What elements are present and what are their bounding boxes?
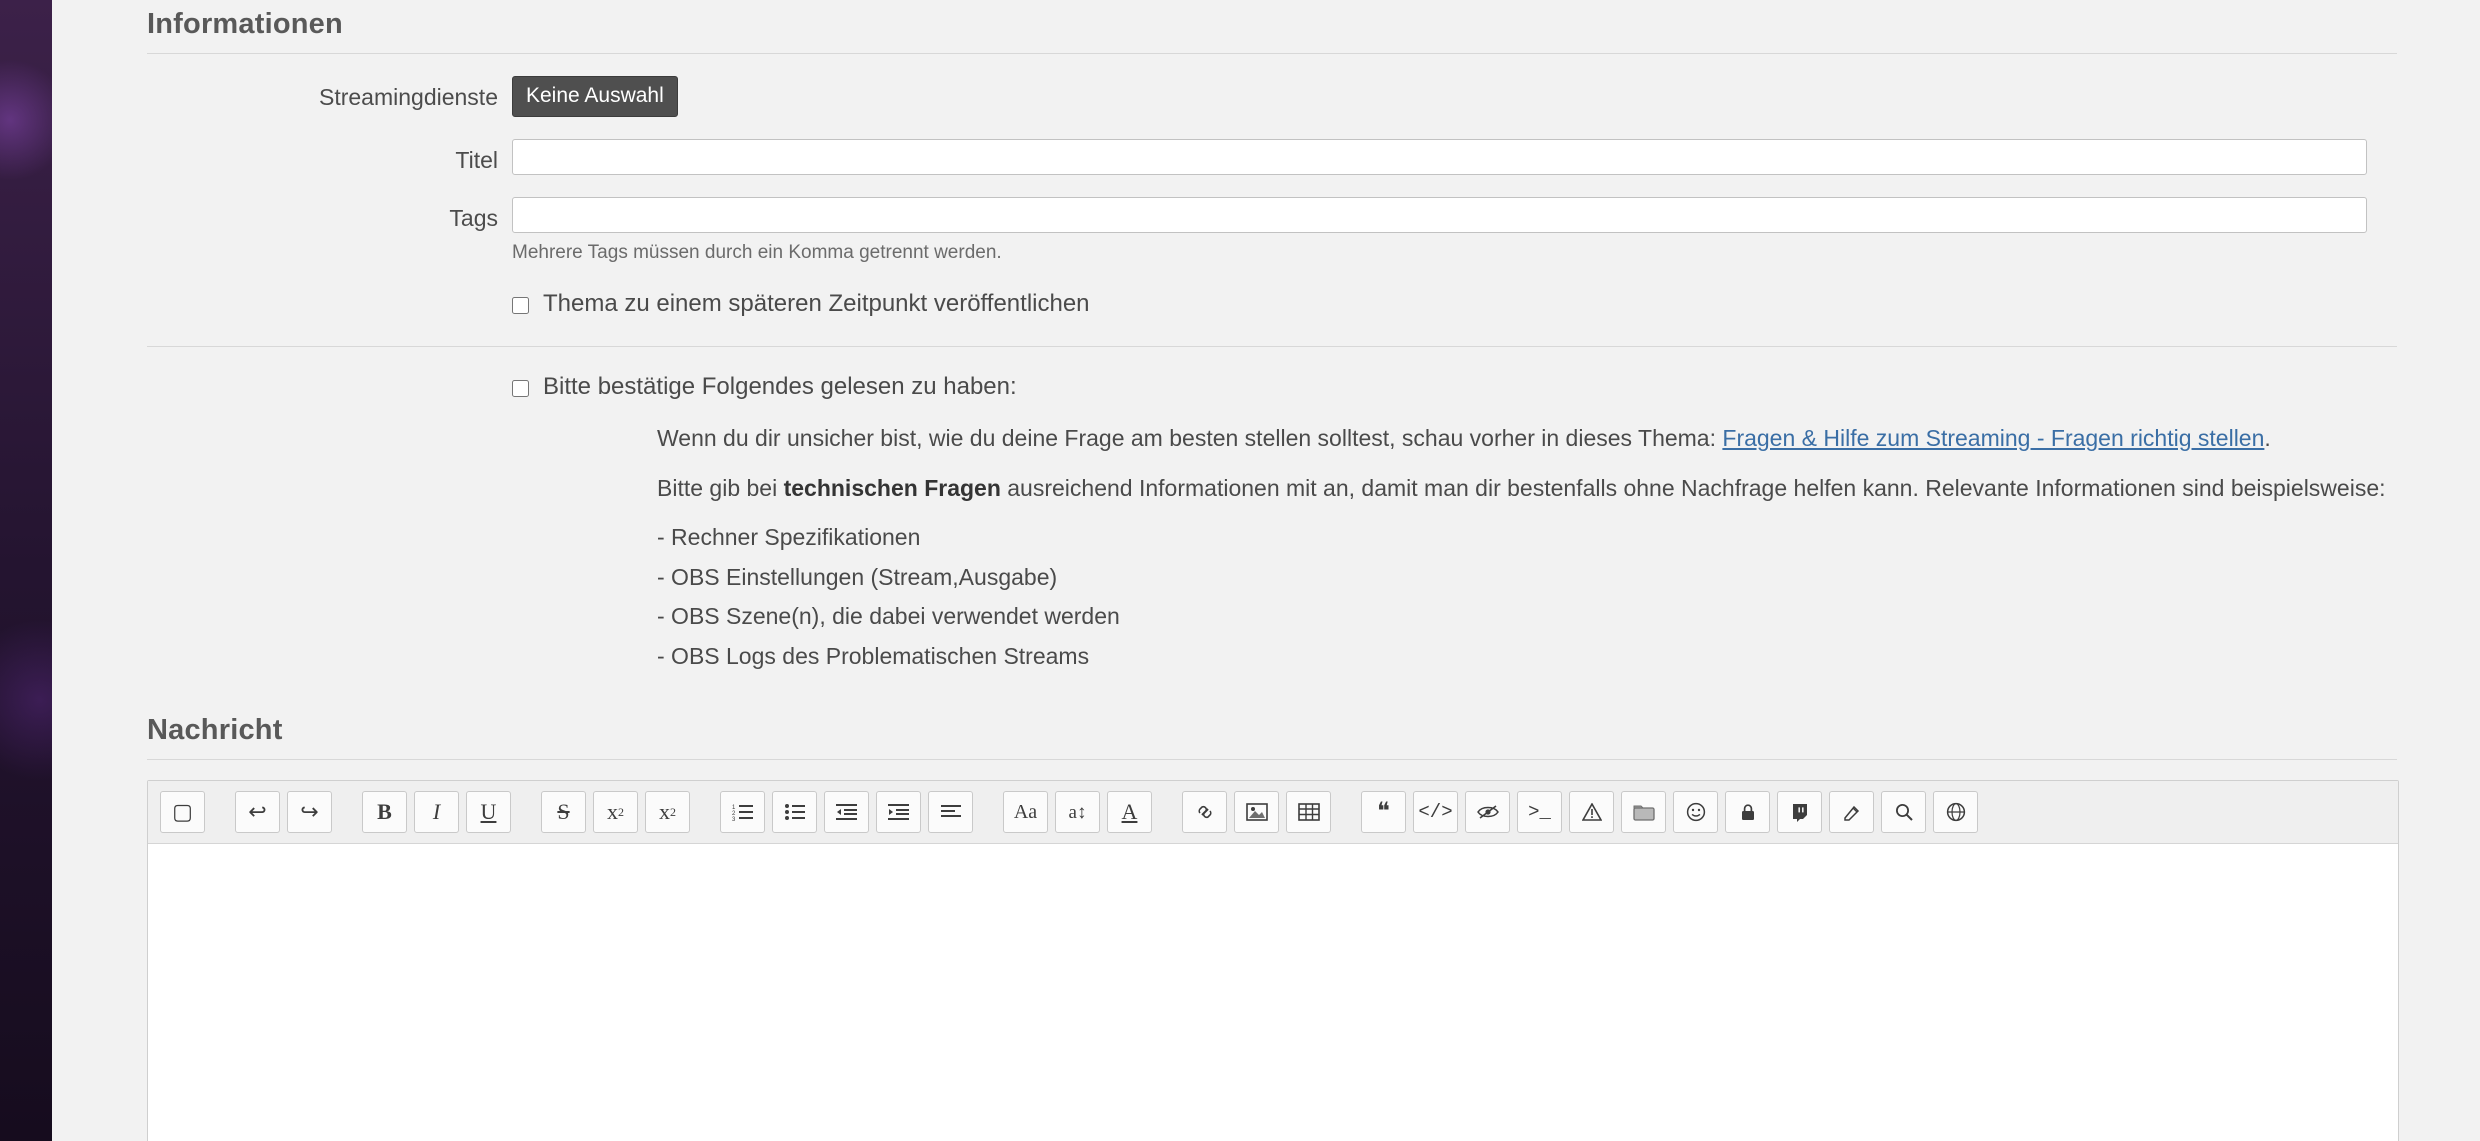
confirm-information-text <box>92 419 2440 676</box>
confirm-read-checkbox[interactable] <box>512 380 529 397</box>
confirm-para2-bold: technischen Fragen <box>783 474 1001 501</box>
subscript-icon[interactable]: x 2 <box>593 791 638 833</box>
row-titel <box>92 139 2440 175</box>
inline-code-icon[interactable]: >_ <box>1517 791 1562 833</box>
tags-input[interactable] <box>512 197 2367 233</box>
outdent-icon[interactable] <box>824 791 869 833</box>
table-icon[interactable] <box>1286 791 1331 833</box>
search-icon[interactable] <box>1881 791 1926 833</box>
lock-icon[interactable] <box>1725 791 1770 833</box>
confirm-para2-b: ausreichend Informationen mit an, damit man dir bestenfalls ohne Nachfrage helfen kann. Relevante Informationen sind beispielsweise: <box>1000 474 2386 501</box>
globe-icon[interactable] <box>1933 791 1978 833</box>
source-mode-icon[interactable]: ▢ <box>160 791 205 833</box>
align-icon[interactable] <box>928 791 973 833</box>
row-confirm-checkbox <box>92 373 2440 401</box>
row-tags <box>92 197 2440 264</box>
redo-icon[interactable]: ↪ <box>287 791 332 833</box>
schedule-publish-checkbox[interactable] <box>512 297 529 314</box>
section-title-nachricht: Nachricht <box>147 714 283 747</box>
tags-hint: Mehrere Tags müssen durch ein Komma getrennt werden. <box>512 242 1002 263</box>
requirement-item-0: - Rechner Spezifikationen <box>657 524 921 551</box>
message-editor <box>147 780 2399 1141</box>
media-icon[interactable] <box>1621 791 1666 833</box>
row-streamingdienste <box>92 76 2440 117</box>
confirm-read-label: Bitte bestätige Folgendes gelesen zu haben: <box>543 373 1017 400</box>
section-divider-nachricht <box>147 759 2397 760</box>
confirm-para2-a: Bitte gib bei <box>657 474 784 501</box>
section-divider-top <box>147 53 2397 54</box>
field-streamingdienste <box>512 76 2440 117</box>
svg-text:3: 3 <box>731 817 735 822</box>
image-icon[interactable] <box>1234 791 1279 833</box>
quote-icon[interactable]: ❝ <box>1361 791 1406 833</box>
titel-input[interactable] <box>512 139 2367 175</box>
spoiler-icon[interactable] <box>1465 791 1510 833</box>
requirement-item-1: - OBS Einstellungen (Stream,Ausgabe) <box>657 563 1058 590</box>
field-titel <box>512 139 2440 175</box>
streamingdienste-select-button[interactable]: Keine Auswahl <box>512 76 678 117</box>
label-titel: Titel <box>455 147 498 173</box>
twitch-icon[interactable] <box>1777 791 1822 833</box>
svg-text:2: 2 <box>731 811 735 818</box>
forum-post-form-page <box>52 0 2480 1141</box>
strikethrough-icon[interactable]: S <box>541 791 586 833</box>
font-family-icon[interactable]: Aa <box>1003 791 1048 833</box>
editor-toolbar <box>148 781 2398 844</box>
underline-icon[interactable]: U <box>466 791 511 833</box>
font-color-icon[interactable]: A <box>1107 791 1152 833</box>
ordered-list-icon[interactable] <box>720 791 765 833</box>
requirement-item-2: - OBS Szene(n), die dabei verwendet werden <box>657 603 1120 630</box>
schedule-publish-label: Thema zu einem späteren Zeitpunkt veröffentlichen <box>543 290 1090 317</box>
undo-icon[interactable]: ↩ <box>235 791 280 833</box>
link-icon[interactable] <box>1182 791 1227 833</box>
italic-icon[interactable]: I <box>414 791 459 833</box>
confirm-intro-after: . <box>2264 425 2271 451</box>
indent-icon[interactable] <box>876 791 921 833</box>
field-tags <box>512 197 2440 264</box>
confirm-intro-before: Wenn du dir unsicher bist, wie du deine Frage am besten stellen solltest, schau vorher in dieses Thema: <box>657 425 1723 451</box>
section-title-informationen: Informationen <box>147 8 343 40</box>
label-streamingdienste: Streamingdienste <box>319 84 498 110</box>
smiley-icon[interactable] <box>1673 791 1718 833</box>
bold-icon[interactable]: B <box>362 791 407 833</box>
confirm-paragraph-2 <box>657 469 2400 509</box>
row-schedule-checkbox <box>92 290 2440 318</box>
code-icon[interactable]: </> <box>1413 791 1458 833</box>
confirm-paragraph-1 <box>657 419 2400 459</box>
warning-icon[interactable] <box>1569 791 1614 833</box>
form-content <box>92 0 2440 1141</box>
font-size-icon[interactable]: a↕ <box>1055 791 1100 833</box>
superscript-icon[interactable]: x 2 <box>645 791 690 833</box>
requirement-item-3: - OBS Logs des Problematischen Streams <box>657 642 1090 669</box>
section-divider-middle <box>147 346 2397 347</box>
label-tags: Tags <box>449 205 498 231</box>
marker-icon[interactable] <box>1829 791 1874 833</box>
desktop-background <box>0 0 52 1141</box>
svg-text:1: 1 <box>731 805 735 812</box>
message-textarea[interactable] <box>148 844 2398 1141</box>
unordered-list-icon[interactable] <box>772 791 817 833</box>
faq-link[interactable]: Fragen & Hilfe zum Streaming - Fragen richtig stellen <box>1722 425 2265 451</box>
